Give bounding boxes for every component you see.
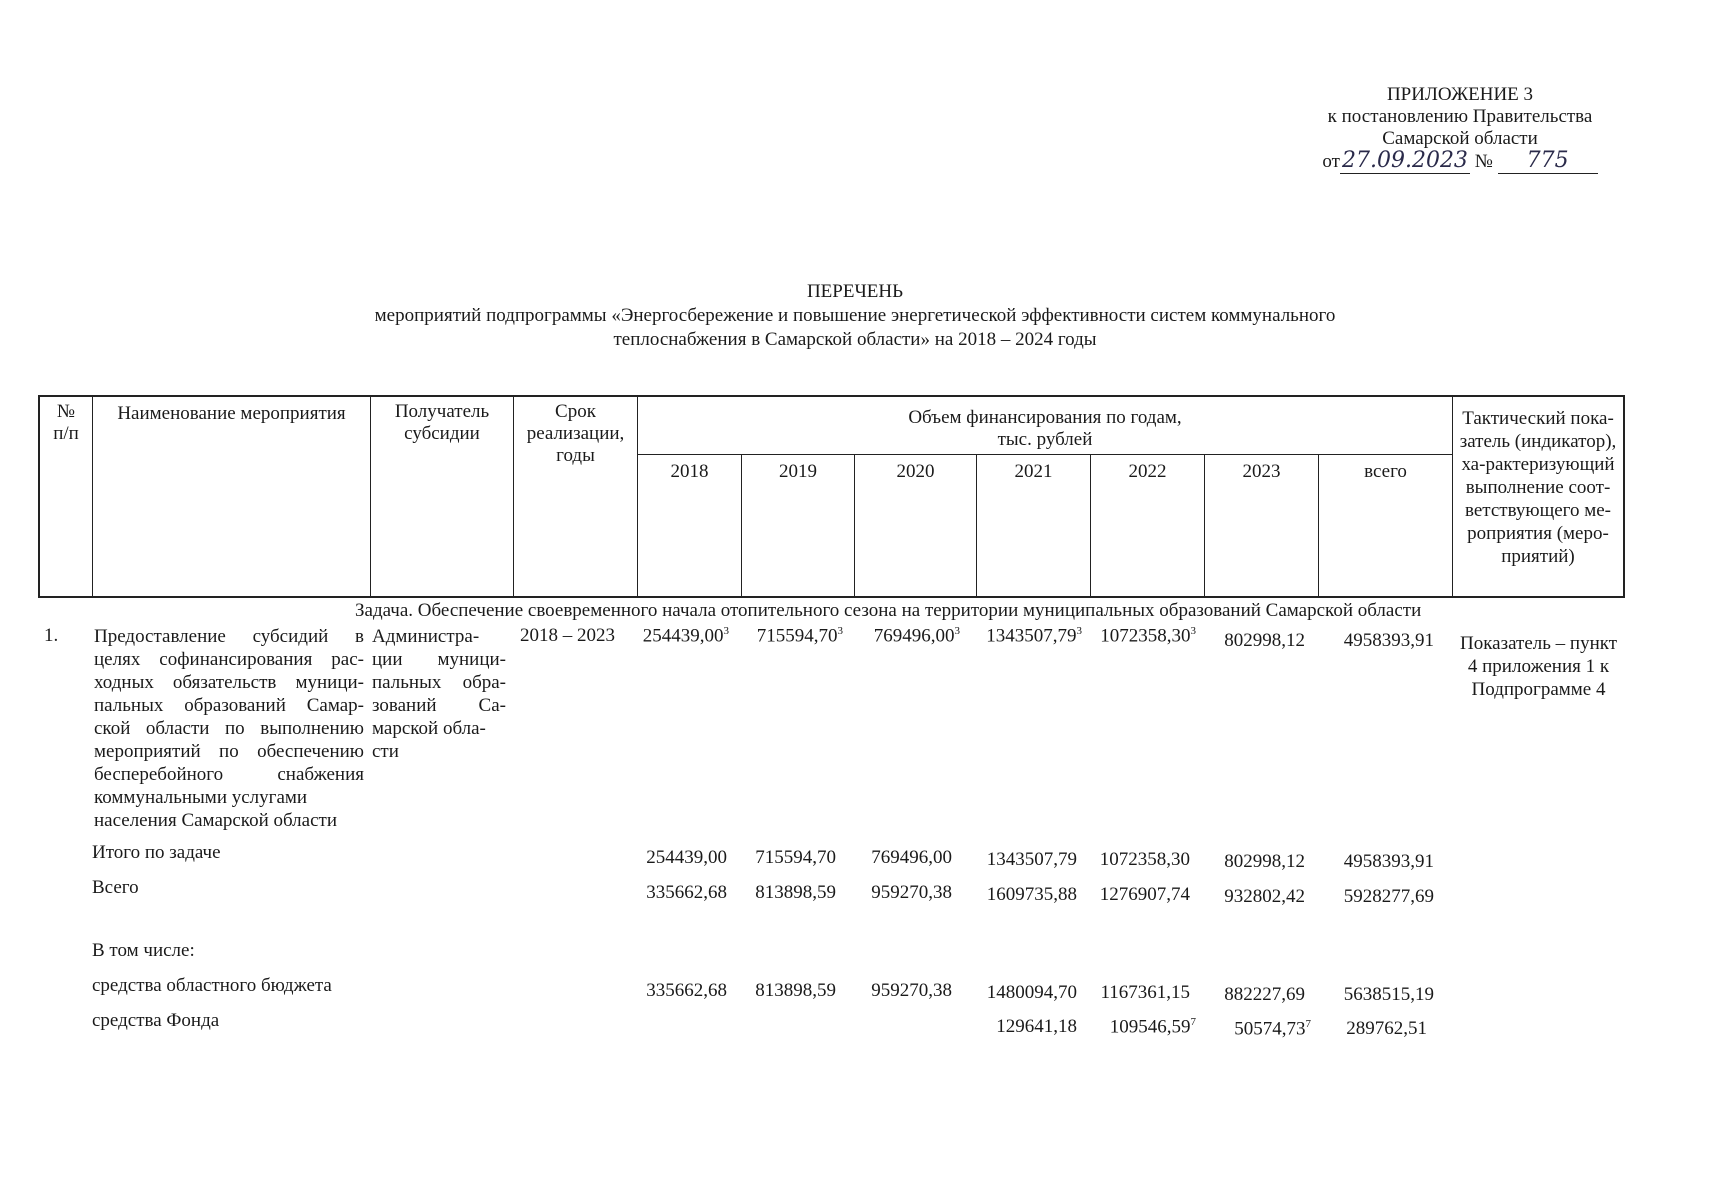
item-1-2022 <box>1100 625 1196 647</box>
item-1-num: 1. <box>44 625 59 646</box>
annex-block <box>1280 84 1640 174</box>
item-1-recipient <box>372 625 506 763</box>
subtotal-total: 4958393,91 <box>1343 851 1434 872</box>
task-title: Задача. Обеспечение своевременного начала отопительного сезона на территории муниципальных образований Самарской области <box>355 600 1422 621</box>
header-2020: 2020 <box>855 455 977 596</box>
header-num: № п/п <box>40 397 93 596</box>
annex-line-region: Самарской области <box>1382 128 1538 149</box>
item-1-2018-value: 254439,00 <box>642 625 724 647</box>
regional-2018: 335662,68 <box>646 980 727 1001</box>
fund-total: 289762,51 <box>1346 1018 1427 1039</box>
title-heading: ПЕРЕЧЕНЬ <box>806 281 904 302</box>
footnote-mark: 7 <box>1190 1016 1196 1028</box>
subtotal-2023: 802998,12 <box>1224 851 1305 872</box>
subtotal-2021: 1343507,79 <box>986 849 1077 870</box>
subtotal-2018: 254439,00 <box>646 847 727 868</box>
fund-2022-value: 109546,59 <box>1109 1016 1191 1038</box>
footnote-mark: 3 <box>837 625 843 637</box>
header-recipient: Получатель субсидии <box>371 397 514 596</box>
item-1-2021-value: 1343507,79 <box>986 625 1077 647</box>
grand-total-2021: 1609735,88 <box>986 884 1077 905</box>
item-1-total: 4958393,91 <box>1343 630 1434 651</box>
subtotal-2019: 715594,70 <box>755 847 836 868</box>
item-1-recipient-text: Администра-ции муници-пальных обра-зований Са-марской обла- <box>372 626 506 739</box>
from-label: от <box>1322 151 1340 172</box>
handwritten-number: 775 <box>1526 148 1569 173</box>
footnote-mark: 3 <box>1076 625 1082 637</box>
funding-line-2: тыс. рублей <box>997 429 1093 450</box>
regional-2021: 1480094,70 <box>986 982 1077 1003</box>
grand-total-total: 5928277,69 <box>1343 886 1434 907</box>
footnote-mark: 3 <box>1190 625 1196 637</box>
table-header <box>38 395 1625 598</box>
item-1-name-last: населения Самарской области <box>94 810 338 831</box>
subtotal-label: Итого по задаче <box>92 842 221 863</box>
regional-2020: 959270,38 <box>871 980 952 1001</box>
annex-line-resolution: к постановлению Правительства <box>1327 106 1593 127</box>
annex-date-line <box>1322 150 1597 174</box>
grand-total-label: Всего <box>92 877 139 898</box>
fund-2023 <box>1234 1018 1311 1040</box>
header-indicator: Тактический пока-затель (индикатор), ха-рактеризующий выполнение соот-ветствующего ме-роприятия (меро-приятий) <box>1459 408 1617 567</box>
title-line-3: теплоснабжения в Самарской области» на 2018 – 2024 годы <box>613 329 1097 350</box>
item-1-2022-value: 1072358,30 <box>1100 625 1191 647</box>
header-total: всего <box>1319 455 1453 596</box>
handwritten-date: 27.09.2023 <box>1341 148 1468 173</box>
regional-2023: 882227,69 <box>1224 984 1305 1005</box>
item-1-2019-value: 715594,70 <box>756 625 838 647</box>
grand-total-2018: 335662,68 <box>646 882 727 903</box>
header-name: Наименование мероприятия <box>93 397 371 596</box>
item-1-2021 <box>986 625 1082 647</box>
regional-2019: 813898,59 <box>755 980 836 1001</box>
item-1-2020-value: 769496,00 <box>873 625 955 647</box>
item-1-2018 <box>643 625 729 647</box>
document-title <box>300 280 1410 352</box>
item-1-recipient-last: сти <box>372 741 399 762</box>
item-1-indicator: Показатель – пункт 4 приложения 1 к Подпрограмме 4 <box>1459 633 1618 700</box>
item-1-2023: 802998,12 <box>1224 630 1305 651</box>
header-2019: 2019 <box>742 455 855 596</box>
funding-line-1: Объем финансирования по годам, <box>908 407 1182 428</box>
regional-label: средства областного бюджета <box>92 975 332 996</box>
fund-2023-value: 50574,73 <box>1234 1018 1306 1040</box>
subtotal-2022: 1072358,30 <box>1099 849 1190 870</box>
header-2021: 2021 <box>977 455 1091 596</box>
footnote-mark: 3 <box>723 625 729 637</box>
item-1-2019 <box>757 625 843 647</box>
subtotal-2020: 769496,00 <box>871 847 952 868</box>
regional-total: 5638515,19 <box>1343 984 1434 1005</box>
fund-2021: 129641,18 <box>996 1016 1077 1037</box>
item-1-name <box>94 625 364 832</box>
item-1-name-text: Предоставление субсидий в целях софинансирования рас-ходных обязательств муници-пальных образований Самар-ской области по выполнению мероприятий по обеспечению бесперебойного снабжения коммунальными услугами <box>94 626 364 808</box>
header-2018: 2018 <box>638 455 742 596</box>
item-1-2020 <box>874 625 960 647</box>
fund-2022 <box>1110 1016 1196 1038</box>
header-period: Срок реализации, годы <box>514 397 638 596</box>
title-line-2: мероприятий подпрограммы «Энергосбережение и повышение энергетической эффективности систем коммунального <box>374 305 1336 326</box>
regional-2022: 1167361,15 <box>1100 982 1190 1003</box>
grand-total-2023: 932802,42 <box>1224 886 1305 907</box>
footnote-mark: 7 <box>1305 1018 1311 1030</box>
grand-total-2022: 1276907,74 <box>1099 884 1190 905</box>
fund-label: средства Фонда <box>92 1010 220 1031</box>
grand-total-2019: 813898,59 <box>755 882 836 903</box>
annex-title: ПРИЛОЖЕНИЕ 3 <box>1386 84 1534 105</box>
including-label: В том числе: <box>92 940 195 961</box>
header-2022: 2022 <box>1091 455 1205 596</box>
header-funding <box>638 397 1453 454</box>
header-2023: 2023 <box>1205 455 1319 596</box>
item-1-period: 2018 – 2023 <box>520 625 615 646</box>
footnote-mark: 3 <box>954 625 960 637</box>
grand-total-2020: 959270,38 <box>871 882 952 903</box>
number-label: № <box>1474 151 1493 172</box>
